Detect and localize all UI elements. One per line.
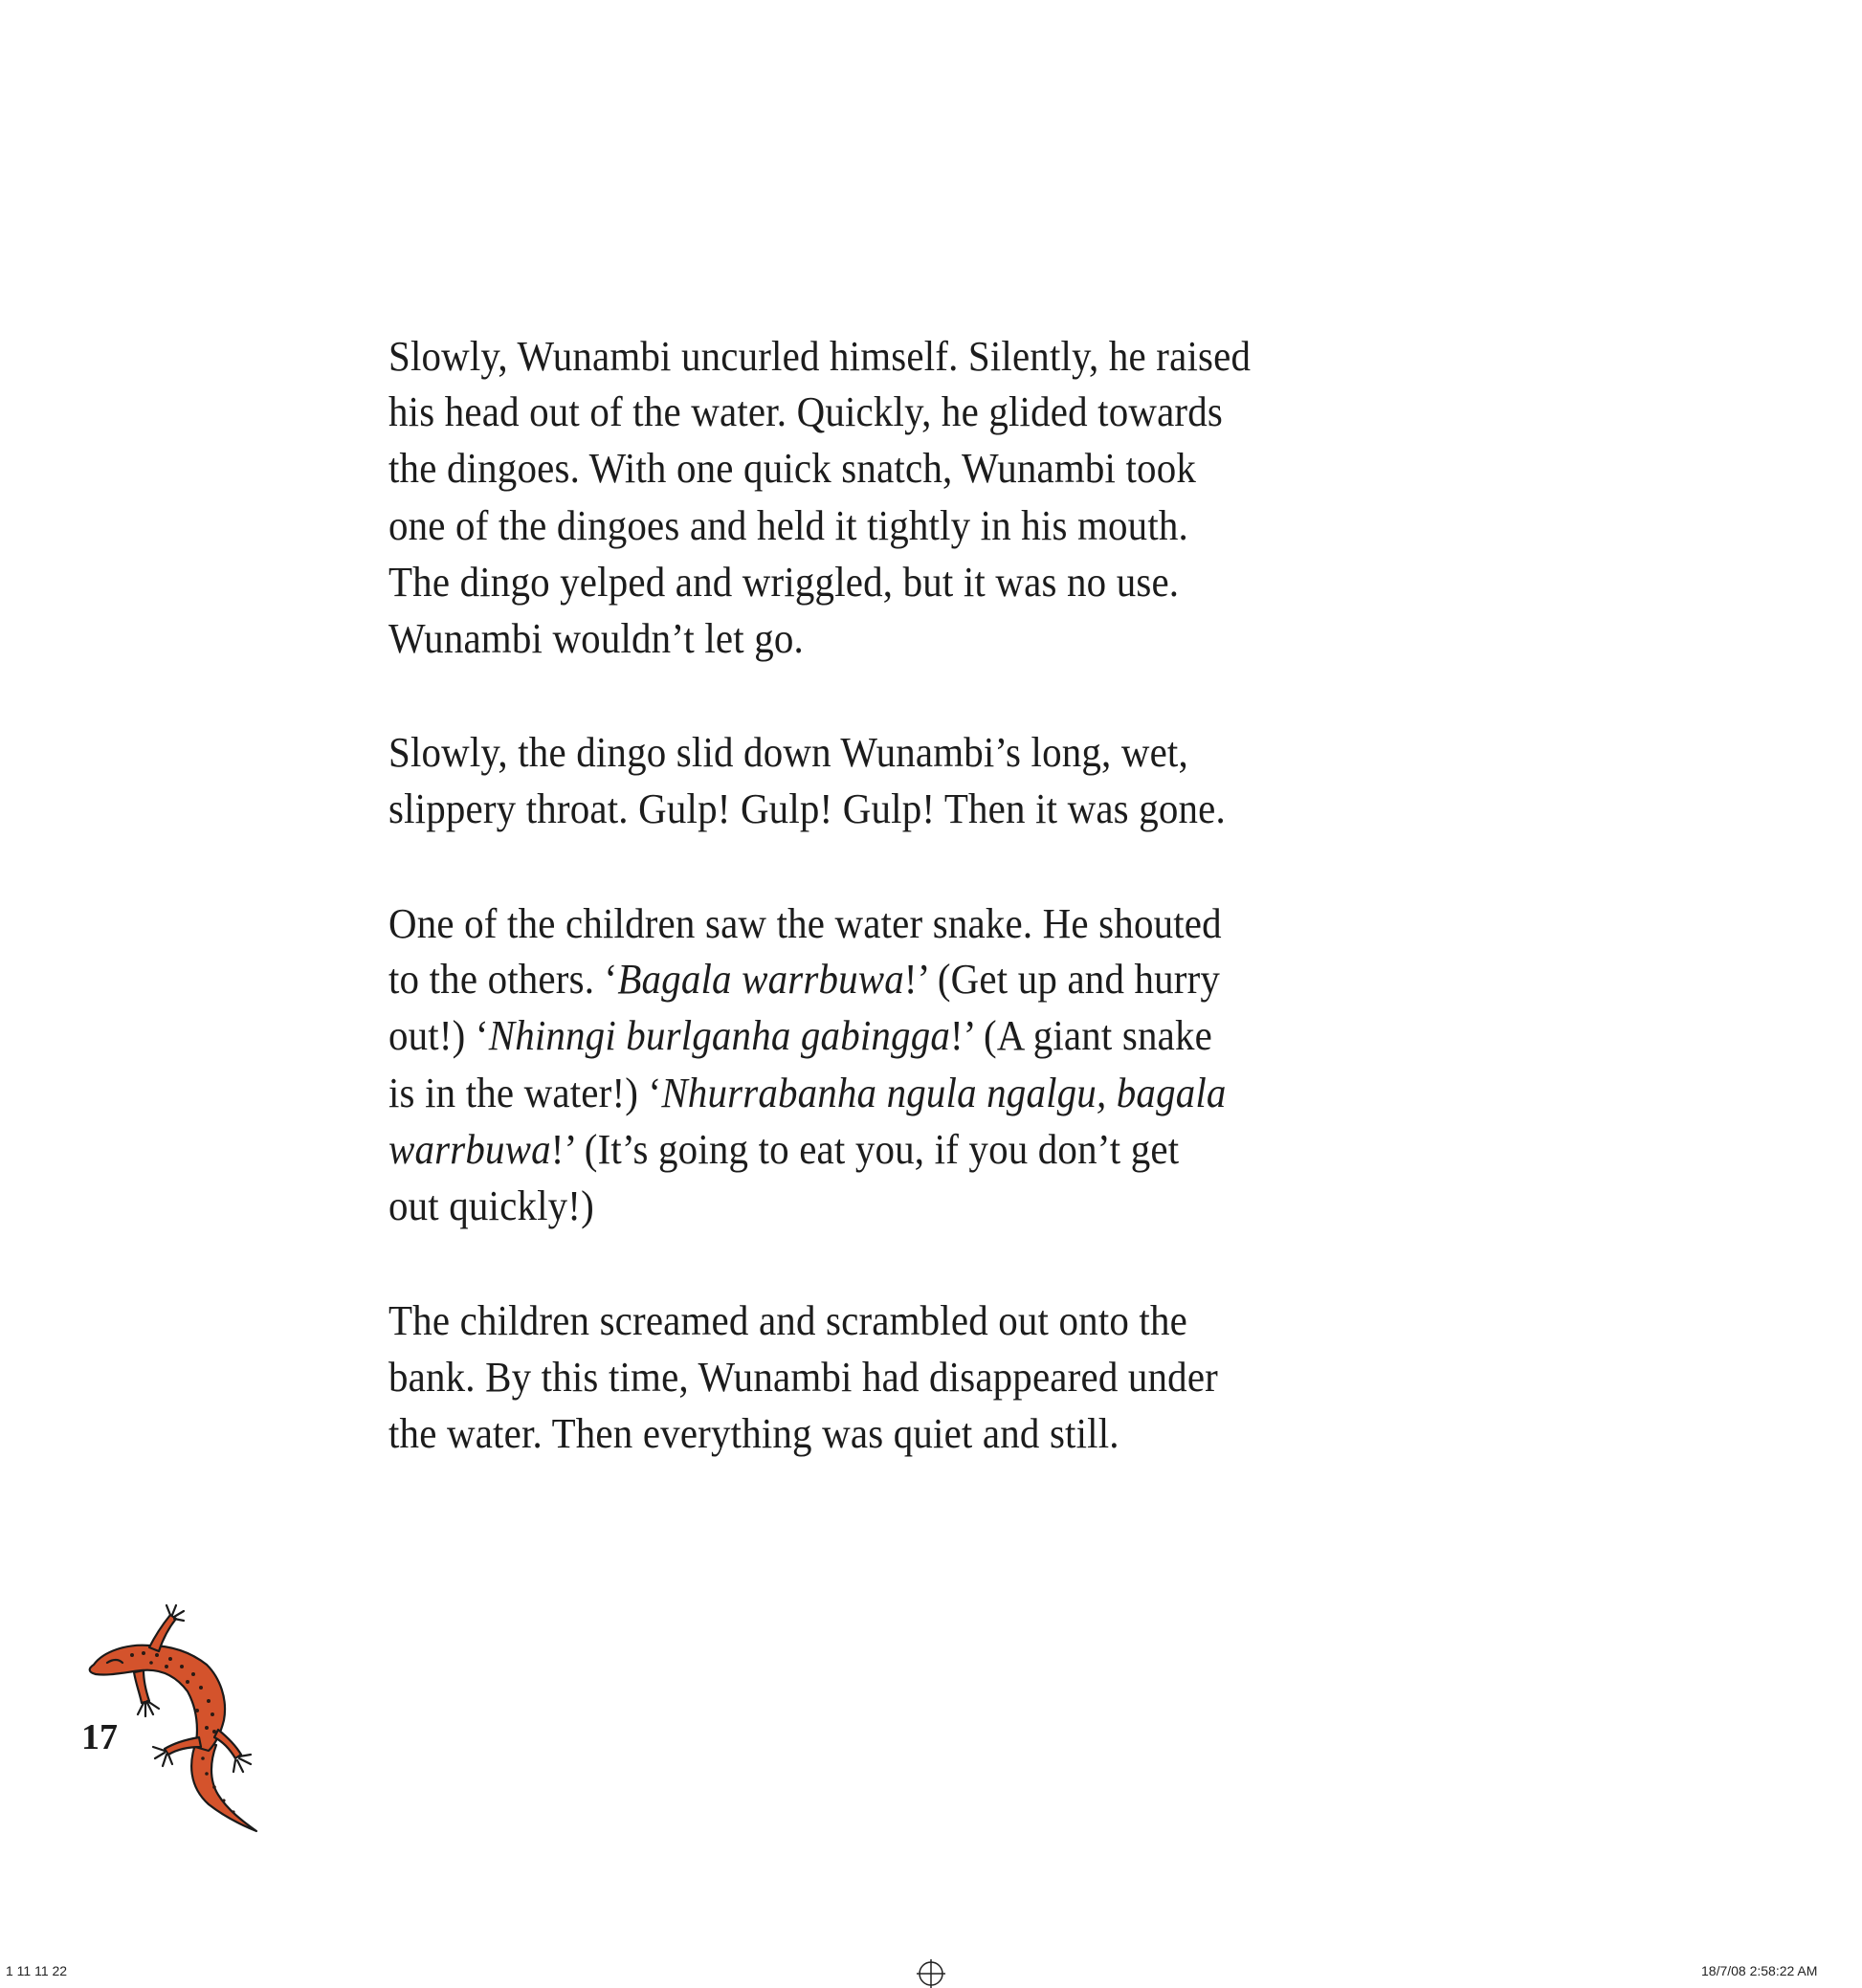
print-slug-left: 1 11 11 22 [6, 1963, 68, 1978]
page-number: 17 [81, 1717, 118, 1757]
language-phrase: Nhinngi burlganha gabingga [488, 1012, 950, 1059]
text-run: Slowly, Wunambi uncurled himself. Silently, he raised [388, 333, 1252, 380]
text-run: slippery throat. Gulp! Gulp! Gulp! Then it was gone. [388, 785, 1226, 832]
text-line [388, 896, 1222, 952]
text-run: to the others. ‘ [388, 956, 618, 1003]
text-line [388, 1350, 1218, 1405]
text-line [388, 555, 1179, 610]
text-line [388, 1406, 1119, 1462]
text-line [388, 952, 1220, 1007]
text-line [388, 498, 1188, 554]
text-run: Wunambi wouldn’t let go. [388, 615, 804, 662]
text-run: one of the dingoes and held it tightly in his mouth. [388, 502, 1188, 549]
text-run: !’ (A giant snake [949, 1012, 1212, 1059]
text-line [388, 611, 804, 667]
language-phrase: Bagala warrbuwa [617, 956, 904, 1003]
text-line [388, 1066, 1227, 1121]
text-run: the water. Then everything was quiet and still. [388, 1410, 1119, 1457]
text-run: the dingoes. With one quick snatch, Wunambi took [388, 445, 1197, 492]
text-run: !’ (It’s going to eat you, if you don’t get [550, 1126, 1180, 1173]
text-line [388, 1122, 1179, 1178]
language-phrase: Nhurrabanha ngula ngalgu, bagala [661, 1070, 1227, 1116]
text-line [388, 385, 1223, 440]
text-run: Slowly, the dingo slid down Wunambi’s long, wet, [388, 729, 1188, 776]
registration-mark-icon [917, 1959, 945, 1988]
text-line [388, 329, 1251, 385]
text-run: out!) ‘ [388, 1012, 489, 1059]
text-run: !’ (Get up and hurry [903, 956, 1221, 1003]
text-run: One of the children saw the water snake. He shouted [388, 900, 1222, 947]
language-phrase: warrbuwa [388, 1126, 551, 1173]
text-run: bank. By this time, Wunambi had disappeared under [388, 1354, 1218, 1401]
text-line [388, 441, 1196, 497]
lizard-illustration [75, 1596, 276, 1835]
text-run: his head out of the water. Quickly, he glided towards [388, 388, 1224, 435]
text-line [388, 1008, 1212, 1064]
text-line [388, 725, 1188, 781]
text-line [388, 1179, 594, 1234]
text-run: The dingo yelped and wriggled, but it was no use. [388, 559, 1180, 606]
text-line [388, 782, 1226, 837]
text-line [388, 1293, 1187, 1349]
text-run: The children screamed and scrambled out onto the [388, 1297, 1187, 1344]
print-slug-right: 18/7/08 2:58:22 AM [1701, 1963, 1818, 1978]
text-run: is in the water!) ‘ [388, 1070, 662, 1116]
text-run: out quickly!) [388, 1182, 594, 1229]
